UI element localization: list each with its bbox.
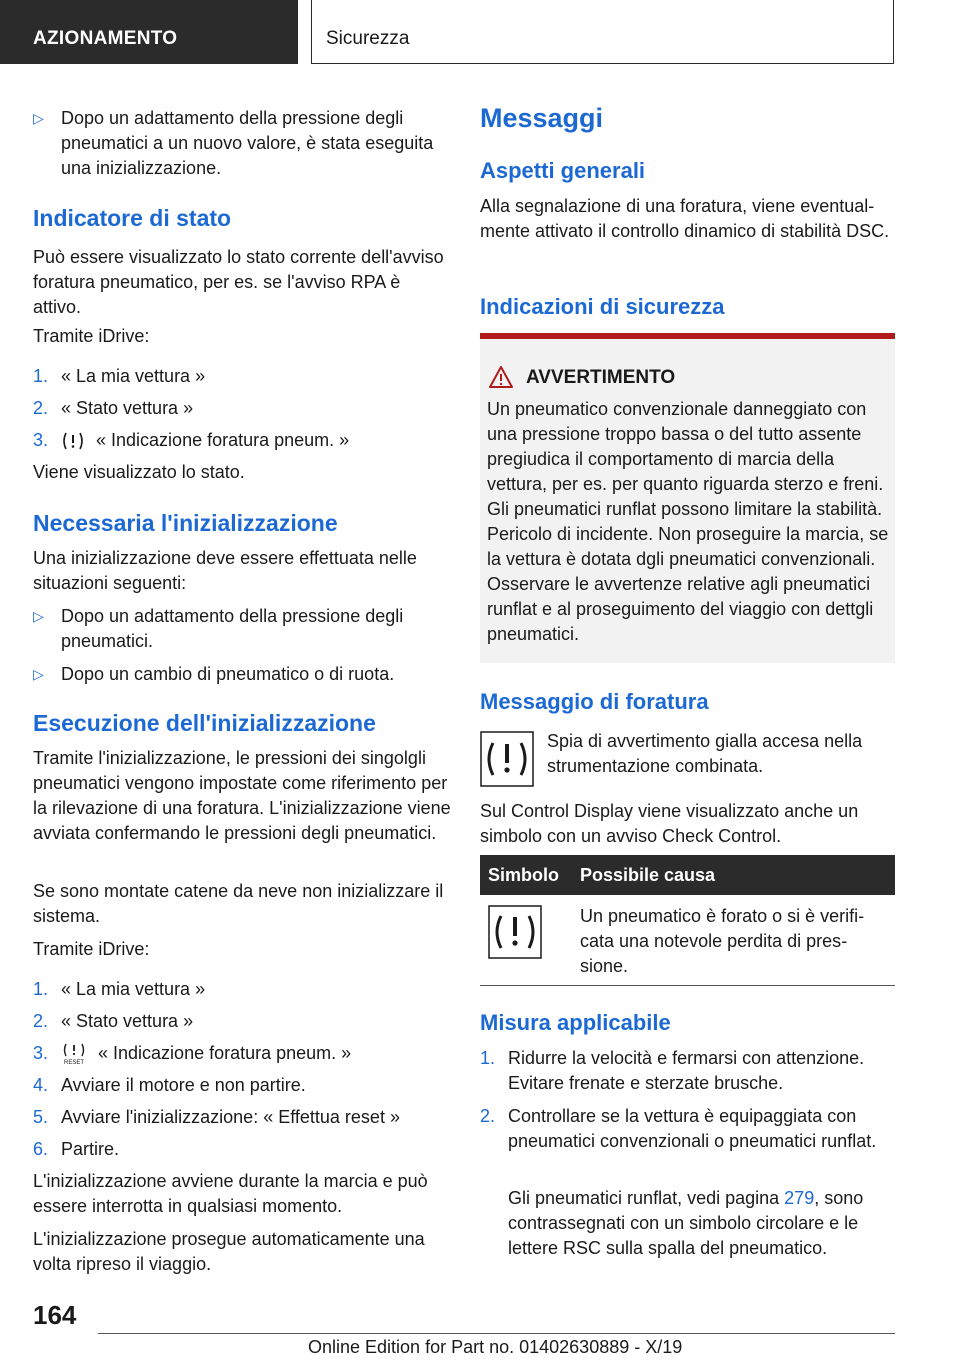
execution-heading: Esecuzione dell'inizializzazione (33, 710, 376, 736)
safety-heading: Indicazioni di sicurezza (480, 294, 725, 319)
status-result: Viene visualizzato lo stato. (33, 462, 245, 482)
required-paragraph: Una inizializzazione deve essere effettuata nelle situazioni seguenti: (33, 548, 417, 593)
table-row (480, 895, 895, 985)
warning-box (480, 333, 895, 663)
execution-paragraph-3: L'inizializzazione avviene durante la marcia e può essere interrotta in qualsiasi momento. (33, 1171, 428, 1216)
svg-text:RESET: RESET (63, 1060, 85, 1066)
messages-heading: Messaggi (480, 103, 604, 133)
tire-pressure-warning-icon (488, 905, 542, 959)
header-section-label: AZIONAMENTO (33, 28, 178, 49)
tire-pressure-warning-icon (480, 731, 534, 787)
page-link[interactable]: 279 (784, 1188, 815, 1208)
measure-heading: Misura applicabile (480, 1010, 671, 1035)
triangle-right-icon: ▷ (33, 608, 44, 624)
triangle-right-icon: ▷ (33, 110, 44, 126)
execution-paragraph-2: Se sono montate catene da neve non inizializzare il sistema. (33, 881, 444, 926)
warning-triangle-icon (488, 365, 514, 389)
status-heading: Indicatore di stato (33, 205, 232, 231)
header-section-tab (0, 0, 298, 64)
table-header-row (480, 855, 895, 895)
puncture-lamp-text: Spia di avvertimento gialla accesa nella strumentazione combinata. (547, 731, 863, 776)
header-subsection-label: Sicurezza (326, 28, 410, 49)
execution-via: Tramite iDrive: (33, 939, 150, 959)
triangle-right-icon: ▷ (33, 666, 44, 682)
tire-pressure-warning-icon (61, 431, 85, 451)
general-paragraph: Alla segnalazione di una foratura, viene eventualmente attivato il controllo dinamico di stabilità DSC. (480, 196, 890, 241)
status-via: Tramite iDrive: (33, 326, 150, 346)
table-header-cause: Possibile causa (580, 865, 716, 885)
puncture-paragraph: Sul Control Display viene visualizzato anche un simbolo con un avviso Check Control. (480, 801, 859, 846)
required-heading: Necessaria l'inizializzazione (33, 510, 338, 536)
table-header-symbol: Simbolo (488, 865, 559, 885)
execution-paragraph-4: L'inizializzazione prosegue automaticamente una volta ripreso il viaggio. (33, 1229, 425, 1274)
puncture-heading: Messaggio di foratura (480, 689, 709, 714)
execution-paragraph-1: Tramite l'inizializzazione, le pressioni dei singolgli pneumatici vengono impostate come riferimento per la rilevazione di una foratura. L'inizializzazione viene avviata confermando le pressioni degli pneumatici. (33, 748, 451, 843)
header-subsection-tab (311, 0, 894, 64)
measure-note: Gli pneumatici runflat, vedi pagina 279, sono contrassegnati con un simbolo circolare e le lettere RSC sulla spalla del pneumatico. (508, 1188, 864, 1258)
warning-text: Un pneumatico convenzionale danneggiato con una pressione troppo bassa o del tutto assente pregiudica il comportamento di marcia della vettura, per es. per quanto riguarda sterzo e freni. Gli pneumatici runflat possono limitare la stabilità. Pericolo di incidente. Non proseguire la marcia, se la vettura è dotata dgli pneumatici convenzionali. Osservare le avvertenze relative agli pneumatici runflat e al proseguimento del viaggio con dettgli pneumatici. (487, 399, 889, 644)
warning-title: AVVERTIMENTO (526, 367, 676, 388)
status-paragraph: Può essere visualizzato lo stato corrente dell'avviso foratura pneumatico, per es. se l'avviso RPA è attivo. (33, 247, 444, 317)
table-divider (480, 985, 895, 986)
footer-divider (98, 1333, 895, 1334)
table-cause-text: Un pneumatico è forato o si è verificata una notevole perdita di pressione. (580, 906, 865, 976)
page-number: 164 (33, 1300, 77, 1330)
tire-pressure-reset-icon (61, 1043, 87, 1065)
footer-edition: Online Edition for Part no. 01402630889 - X/19 (308, 1337, 683, 1357)
general-heading: Aspetti generali (480, 158, 646, 183)
